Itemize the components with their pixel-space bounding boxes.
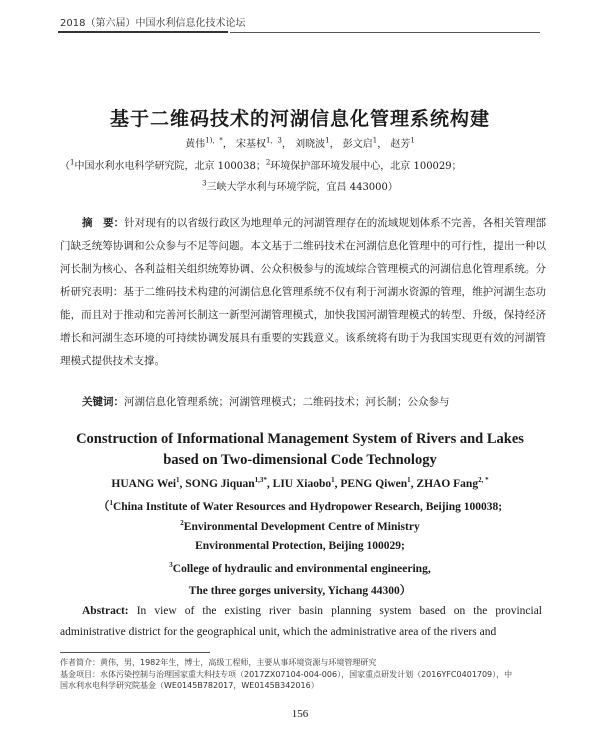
author: LIU Xiaobo$^1$,: [272, 476, 341, 490]
english-title: [0, 429, 600, 471]
author: 刘晓波$^1$，: [295, 136, 340, 150]
author: 彭文启$^1$，: [342, 136, 388, 150]
chinese-title: 基于二维码技术的河湖信息化管理系统构建: [109, 108, 490, 130]
footnote-funding: 基金项目：水体污染控制与治理国家重大科技专项（2017ZX07104-004-006），国家重点研发计划（2016YFC0401709），中: [60, 670, 513, 679]
english-affiliation-2: $^2$Environmental Development Centre of Ministry: [180, 519, 420, 533]
keywords-text: 河湖信息化管理系统；河湖管理模式；二维码技术；河长制；公众参与: [124, 396, 450, 408]
abstract-label: 摘 要：: [82, 217, 125, 229]
english-affiliation-3-cont: The three gorges university, Yichang 44300）: [188, 585, 412, 597]
author: HUANG Wei$^1$,: [111, 476, 186, 490]
footnote-author-bio: 作者简介：黄伟，男，1982年生，博士，高级工程师，主要从事环境资源与环境管理研究: [60, 658, 377, 667]
chinese-authors: [0, 135, 600, 150]
header-rule: [58, 31, 228, 33]
chinese-abstract: [60, 212, 546, 373]
english-abstract: [60, 601, 542, 643]
header-rule-thin: [230, 32, 540, 33]
abstract-text: 针对现有的以省级行政区为地理单元的河湖管理存在的流域规划体系不完善，各相关管理部门缺乏统筹协调和公众参与不足等问题。本文基于二维码技术在河湖信息化管理中的可行性，提出一种以河长制为核心、各利益相关组织统筹协调、公众积极参与的流域综合管理模式的河湖信息化管理系统。分析研究表明：基于二维码技术构建的河湖信息化管理系统不仅有利于河湖水资源的管理，维护河湖生态功能，而且对于推动和完善河长制这一新型河湖管理模式，加快我国河湖管理模式的转型、升级，保持经济增长和河湖生态环境的可持续协调发展具有重要的实践意义。该系统将有助于为我国实现更有效的河湖管理模式提供技术支撑。: [60, 217, 546, 367]
author: SONG Jiquan$^{1,3*}$,: [185, 476, 273, 490]
chinese-affiliation-line-1: （$^1$中国水利水电科学研究院，北京 100038；$^2$环境保护部环境发展中心，北京 100029；: [60, 158, 462, 172]
chinese-keywords: [82, 394, 552, 409]
english-title-line-1: Construction of Informational Management System of Rivers and Lakes: [76, 431, 524, 447]
author: ZHAO Fang$^{2, *}$: [416, 476, 489, 490]
chinese-affiliation-line-2: $^3$三峡大学水利与环境学院，宜昌 443000）: [202, 179, 398, 193]
author: 宋基权$^{1,3}$，: [235, 136, 292, 150]
author: 黄伟$^{1),*}$，: [185, 136, 233, 150]
abstract-text: In view of the existing river basin planning system based on the provincial administrative district for the geographical unit, which the administrative area of the rivers and: [60, 605, 543, 638]
english-affiliation-3: $^3$College of hydraulic and environmental engineering,: [169, 561, 431, 575]
english-title-line-2: based on Two-dimensional Code Technology: [163, 452, 437, 468]
english-authors: [0, 476, 600, 490]
footnote-funding-cont: 国水利水电科学研究院基金（WE0145B782017，WE0145B342016）: [60, 681, 319, 690]
running-header: 2018（第六届）中国水利信息化技术论坛: [60, 18, 246, 29]
keywords-label: 关键词：: [82, 396, 124, 408]
abstract-label: Abstract:: [82, 605, 129, 617]
author: 赵芳$^1$: [390, 136, 415, 150]
english-affiliation-2-cont: Environmental Protection, Beijing 100029;: [195, 540, 405, 552]
page-number: 156: [291, 708, 309, 720]
author: PENG Qiwen$^1$,: [340, 476, 417, 490]
footnote-rule: [60, 652, 210, 653]
english-affiliation-1: （$^1$China Institute of Water Resources and Hydropower Research, Beijing 100038;: [97, 499, 503, 513]
